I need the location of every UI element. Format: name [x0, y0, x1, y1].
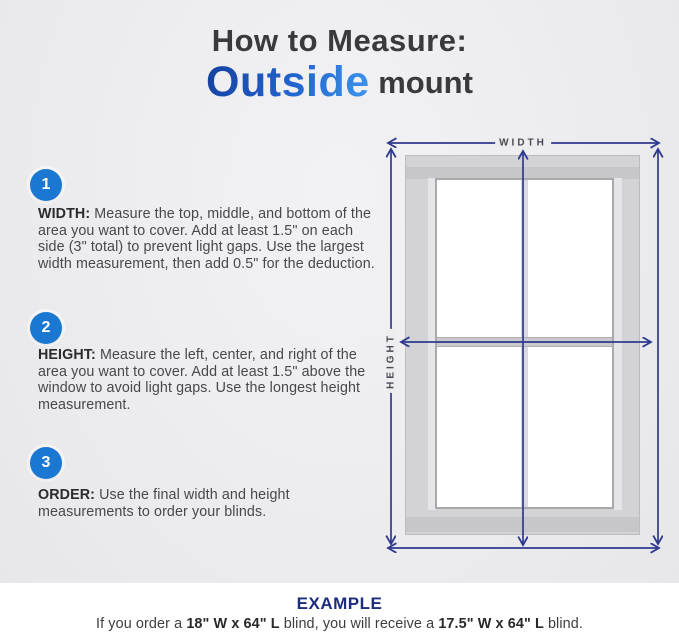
- step-2-body: Measure the left, center, and right of the area you want to cover. Add at least 1.5" above the window to avoid light gaps. Use the longest height measurement.: [38, 347, 366, 413]
- height-dimension-label: HEIGHT: [386, 329, 397, 393]
- step-2-number: 2: [41, 319, 51, 336]
- step-2-badge: [30, 312, 62, 344]
- step-2-description: [38, 347, 376, 413]
- step-3-number: 3: [41, 454, 51, 471]
- step-1-description: [38, 206, 376, 272]
- step-3-description: [38, 487, 376, 520]
- example-sentence: [0, 616, 679, 632]
- page-title: [0, 24, 679, 106]
- example-prefix: If you order a: [96, 616, 187, 632]
- step-1-body: Measure the top, middle, and bottom of the area you want to cover. Add at least 1.5" on each side (3" total) to prevent light gaps. Use the largest width measurement, then add 0.5" for the deduction.: [38, 206, 375, 272]
- title-highlight-outside: Outside: [206, 58, 370, 107]
- example-middle: blind, you will receive a: [279, 616, 439, 632]
- example-suffix: blind.: [543, 616, 583, 632]
- title-suffix-mount: mount: [369, 65, 473, 101]
- example-heading: EXAMPLE: [296, 594, 383, 613]
- example-footer: [0, 583, 679, 644]
- measurement-arrows: [385, 135, 665, 558]
- example-ordered-size: 18" W x 64" L: [186, 616, 280, 632]
- width-dimension-label: WIDTH: [495, 138, 551, 149]
- window-measurement-diagram: [385, 135, 665, 558]
- step-1-number: 1: [41, 176, 51, 193]
- step-2-lead: HEIGHT:: [38, 347, 96, 363]
- step-3-lead: ORDER:: [38, 487, 95, 503]
- example-received-size: 17.5" W x 64" L: [438, 616, 544, 632]
- step-3-body: Use the final width and height measurements to order your blinds.: [38, 487, 290, 520]
- step-1-badge: [30, 169, 62, 201]
- page-title-line2: [0, 59, 679, 106]
- step-1-lead: WIDTH:: [38, 206, 91, 222]
- page-title-line1: How to Measure:: [211, 23, 468, 58]
- step-3-badge: [30, 447, 62, 479]
